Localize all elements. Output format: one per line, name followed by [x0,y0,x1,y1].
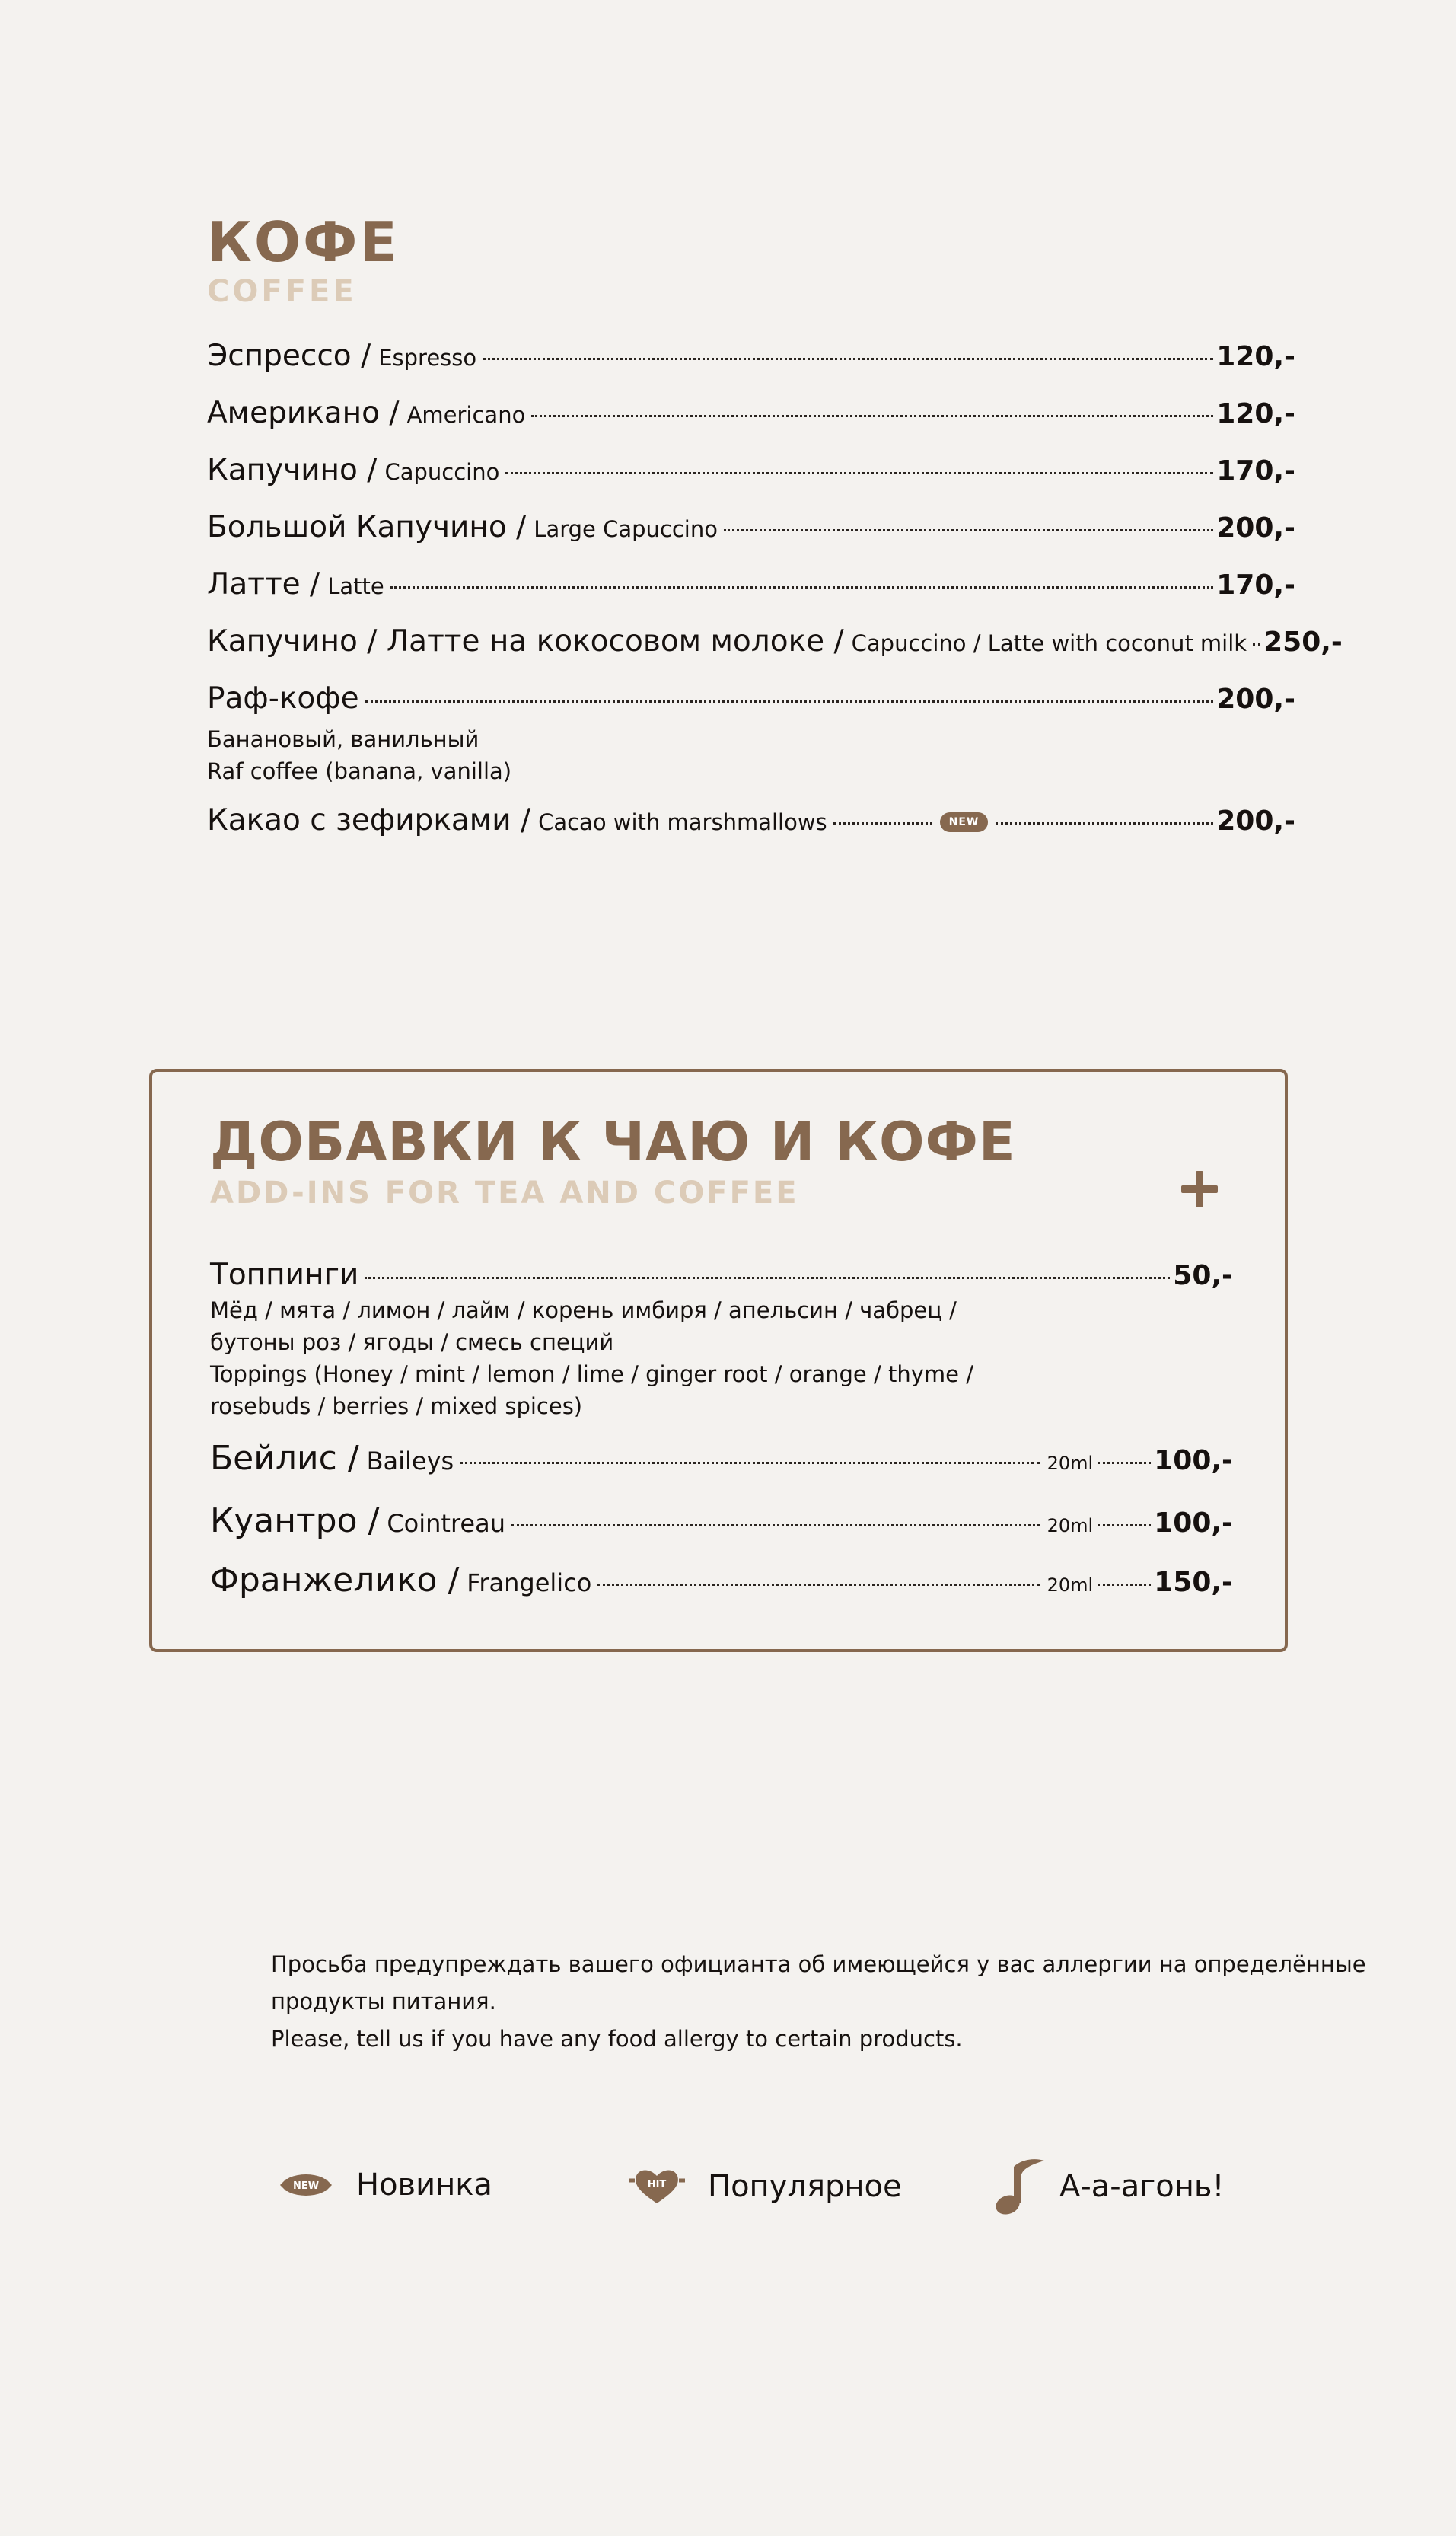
item-name-ru: Большой Капучино / [207,510,527,544]
dotted-leader [1098,1524,1151,1526]
toppings-desc-line: rosebuds / berries / mixed spices) [210,1393,583,1419]
item-name-en: Large Capuccino [534,516,718,542]
item-name-ru: Топпинги [210,1258,359,1292]
dotted-leader [460,1462,1039,1464]
coffee-subtitle: COFFEE [207,274,357,309]
addin-toppings [210,1258,1233,1292]
dotted-leader [531,415,1213,417]
dotted-leader [365,700,1214,703]
item-price: 120,- [1216,341,1295,372]
item-name-ru: Капучино / Латте на кокосовом молоке / [207,624,844,659]
menu-item-coconut-milk [207,624,1343,659]
dotted-leader [511,1524,1040,1526]
dotted-leader [597,1584,1039,1586]
item-price: 170,- [1216,455,1295,486]
item-name-en: Capuccino / Latte with coconut milk [851,630,1247,656]
svg-text:HIT: HIT [647,2179,667,2190]
dotted-leader [483,358,1213,360]
item-name-ru: Франжелико / [210,1561,460,1600]
legend-new [276,2167,492,2203]
dotted-leader [1098,1584,1151,1586]
raf-desc-en: Raf coffee (banana, vanilla) [207,758,512,784]
addin-cointreau [210,1501,1233,1540]
plus-icon [1178,1168,1221,1211]
item-volume: 20ml [1047,1453,1094,1474]
item-price: 100,- [1154,1507,1233,1539]
dotted-leader [833,822,932,825]
item-name-ru: Эспрессо / [207,339,371,373]
allergy-note-line: Please, tell us if you have any food allergy to certain products. [271,2026,963,2052]
item-name-en: Frangelico [467,1568,592,1597]
raf-desc-ru: Банановый, ванильный [207,726,479,752]
item-price: 150,- [1154,1567,1233,1598]
toppings-desc-line: бутоны роз / ягоды / смесь специй [210,1329,614,1355]
item-name-ru: Американо / [207,396,400,430]
item-name-en: Capuccino [384,459,500,485]
item-name-ru: Куантро / [210,1501,380,1540]
menu-item-espresso [207,339,1295,373]
toppings-desc-line: Toppings (Honey / mint / lemon / lime / ginger root / orange / thyme / [210,1361,973,1387]
allergy-note-line: продукты питания. [271,1989,496,2014]
allergy-note [271,1946,1366,2058]
item-name-en: Cacao with marshmallows [538,809,827,835]
dotted-leader [724,529,1213,531]
item-name-en: Latte [327,573,384,599]
legend-label: Популярное [708,2169,902,2204]
item-name-ru: Какао с зефирками / [207,803,531,837]
dotted-leader [1098,1462,1151,1464]
menu-item-raf [207,681,1295,716]
dotted-leader [505,472,1213,474]
item-price: 50,- [1173,1260,1233,1291]
addins-title: ДОБАВКИ К ЧАЮ И КОФЕ [210,1111,1016,1173]
legend-hit [626,2167,902,2206]
toppings-desc-line: Мёд / мята / лимон / лайм / корень имбиря / апельсин / чабрец / [210,1297,957,1323]
new-badge-icon: NEW [940,812,989,832]
menu-item-capuccino [207,453,1295,487]
item-name-ru: Капучино / [207,453,378,487]
item-price: 170,- [1216,569,1295,601]
coffee-title: КОФЕ [207,210,400,274]
item-name-ru: Бейлис / [210,1439,359,1478]
item-name-en: Espresso [378,345,477,371]
item-price: 100,- [1154,1445,1233,1476]
item-price: 200,- [1216,805,1295,837]
dotted-leader [996,822,1213,825]
item-name-en: Americano [406,402,526,428]
legend-label: Новинка [356,2168,492,2203]
item-price: 200,- [1216,684,1295,715]
item-price: 200,- [1216,512,1295,544]
item-name-ru: Латте / [207,567,320,601]
dotted-leader [390,586,1214,589]
item-volume: 20ml [1047,1574,1094,1596]
addin-baileys [210,1439,1233,1478]
item-name-ru: Раф-кофе [207,681,359,716]
item-price: 120,- [1216,398,1295,429]
item-name-en: Baileys [366,1447,454,1475]
item-price: 250,- [1263,627,1343,658]
svg-text:NEW: NEW [292,2180,320,2192]
item-volume: 20ml [1047,1515,1094,1536]
addin-frangelico [210,1561,1233,1600]
menu-item-americano [207,396,1295,430]
dotted-leader [365,1277,1170,1279]
legend-fire [991,2156,1225,2217]
fire-note-icon [991,2156,1049,2217]
dotted-leader [1253,643,1260,646]
hit-heart-icon [626,2167,688,2206]
legend-label: А-а-агонь! [1059,2169,1225,2204]
allergy-note-line: Просьба предупреждать вашего официанта об имеющейся у вас аллергии на определённые [271,1951,1366,1977]
new-badge-icon [276,2167,336,2203]
addins-subtitle: ADD-INS FOR TEA AND COFFEE [210,1175,799,1211]
menu-item-cacao [207,803,1295,837]
menu-item-latte [207,567,1295,601]
menu-item-large-capuccino [207,510,1295,544]
item-name-en: Cointreau [387,1509,505,1538]
